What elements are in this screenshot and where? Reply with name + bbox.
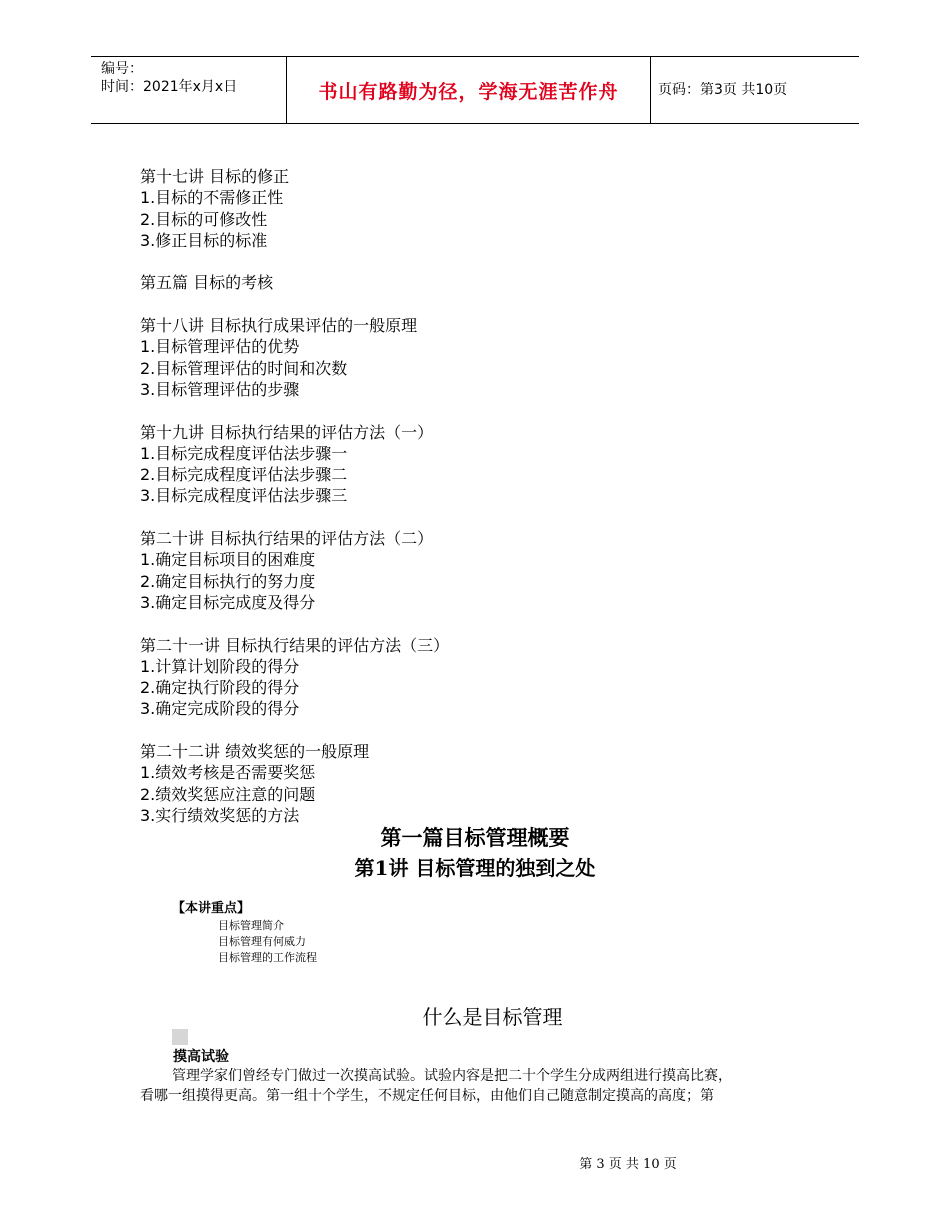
toc-item: 3.确定完成阶段的得分 <box>140 699 300 719</box>
header-motto: 书山有路勤为径，学海无涯苦作舟 <box>318 81 619 103</box>
toc-spacer <box>140 720 840 741</box>
toc-item: 2.确定执行阶段的得分 <box>140 678 300 698</box>
page-footer: 第 3 页 共 10 页 <box>579 1157 677 1172</box>
toc-item: 3.目标完成程度评估法步骤三 <box>140 486 348 506</box>
toc-item: 1.目标管理评估的优势 <box>140 337 300 357</box>
toc-spacer <box>140 613 840 634</box>
toc-item: 2.绩效奖惩应注意的问题 <box>140 784 316 804</box>
toc-heading: 第二十二讲 绩效奖惩的一般原理 <box>140 742 370 762</box>
toc-spacer <box>140 507 840 528</box>
toc-heading: 第五篇 目标的考核 <box>140 273 274 293</box>
toc-item: 2.目标的可修改性 <box>140 209 268 229</box>
toc-heading: 第十八讲 目标执行成果评估的一般原理 <box>140 316 418 336</box>
date-label: 时间：2021年x月x日 <box>101 79 238 95</box>
key-point-item: 目标管理简介 <box>218 919 284 932</box>
toc-item: 1.绩效考核是否需要奖惩 <box>140 763 316 783</box>
page-header <box>91 56 859 124</box>
toc-heading: 第二十一讲 目标执行结果的评估方法（三） <box>140 635 450 655</box>
toc-spacer <box>140 251 840 272</box>
toc-heading: 第二十讲 目标执行结果的评估方法（二） <box>140 529 434 549</box>
key-points-label: 【本讲重点】 <box>172 901 251 916</box>
body-paragraph <box>140 1066 823 1106</box>
table-of-contents <box>140 166 840 826</box>
toc-spacer <box>140 294 840 315</box>
toc-item: 1.计算计划阶段的得分 <box>140 656 300 676</box>
toc-item: 3.修正目标的标准 <box>140 230 268 250</box>
key-point-item: 目标管理的工作流程 <box>218 951 317 964</box>
subsection-title: 摸高试验 <box>173 1049 229 1065</box>
key-points-list <box>218 918 317 966</box>
toc-item: 1.目标的不需修正性 <box>140 188 284 208</box>
header-right-cell <box>650 57 859 123</box>
toc-item: 3.目标管理评估的步骤 <box>140 379 300 399</box>
toc-item: 1.确定目标项目的困难度 <box>140 550 316 570</box>
toc-item: 2.目标管理评估的时间和次数 <box>140 358 348 378</box>
header-page-info: 页码：第3页 共10页 <box>658 82 788 98</box>
header-left-cell <box>91 57 286 123</box>
toc-spacer <box>140 400 840 421</box>
toc-item: 1.目标完成程度评估法步骤一 <box>140 443 348 463</box>
toc-heading: 第十七讲 目标的修正 <box>140 167 290 186</box>
toc-item: 2.目标完成程度评估法步骤二 <box>140 465 348 485</box>
serial-number-label: 编号： <box>101 61 143 77</box>
body-line: 看哪一组摸得更高。第一组十个学生，不规定任何目标，由他们自己随意制定摸高的高度；第 <box>140 1088 714 1104</box>
part-title: 第一篇目标管理概要 <box>380 826 570 850</box>
section-title: 什么是目标管理 <box>422 1005 563 1029</box>
toc-item: 2.确定目标执行的努力度 <box>140 571 316 591</box>
lecture-title: 第1讲 目标管理的独到之处 <box>354 856 596 880</box>
toc-heading: 第十九讲 目标执行结果的评估方法（一） <box>140 422 434 442</box>
header-motto-cell <box>286 57 651 123</box>
toc-item: 3.确定目标完成度及得分 <box>140 592 316 612</box>
key-point-item: 目标管理有何威力 <box>218 935 306 948</box>
body-line: 管理学家们曾经专门做过一次摸高试验。试验内容是把二十个学生分成两组进行摸高比赛， <box>172 1068 732 1084</box>
toc-item: 3.实行绩效奖惩的方法 <box>140 805 300 825</box>
gray-placeholder-box <box>172 1029 188 1045</box>
